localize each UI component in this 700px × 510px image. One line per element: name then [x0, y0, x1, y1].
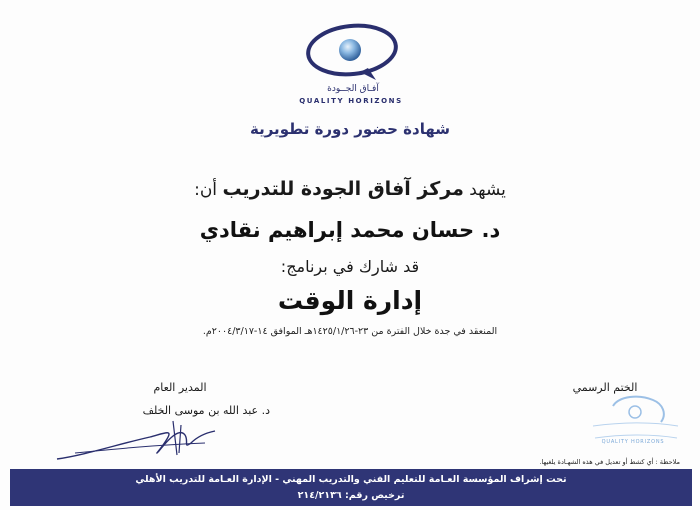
held-dates-line: المنعقد في جدة خلال الفترة من ٢٣-١٤٢٥/١/٢٦هـ الموافق ١٤-٢٠٠٤/٣/١٧م.	[202, 326, 498, 337]
certify-prefix: يشهد	[469, 180, 506, 200]
logo-arabic-text: آفـاق الجــودة	[327, 84, 379, 94]
participated-line: قد شارك في برنامج:	[280, 257, 420, 276]
official-stamp	[583, 392, 683, 456]
general-manager-name: د. عبد الله بن موسى الخلف	[142, 404, 270, 417]
footer-supervision: تحت إشراف المؤسسة العـامة للتعليم الفني والتدريب المهني - الإدارة العـامة للتدريب الأهلي	[135, 474, 567, 485]
footer-band	[10, 469, 692, 506]
training-center-name: مركز آفاق الجودة للتدريب	[222, 178, 464, 200]
logo-english-text: QUALITY HORIZONS	[299, 97, 403, 105]
general-manager-title: المدير العام	[153, 381, 207, 394]
recipient-name: د. حسان محمد إبراهيم نقادي	[199, 218, 501, 242]
stamp-text: QUALITY HORIZONS	[601, 439, 665, 445]
signature-image	[55, 415, 225, 469]
alteration-note: ملاحظة : أي كشط أو تعديل في هذه الشهـادة يلغيها.	[539, 458, 680, 466]
certify-suffix: أن:	[194, 180, 218, 200]
official-stamp-label: الختم الرسمي	[572, 381, 638, 394]
certify-line	[0, 178, 700, 200]
certificate-title: شهادة حضور دورة تطويرية	[250, 120, 450, 138]
footer-license: ترخيص رقم: ٢١٤/٢١٣٦	[297, 490, 405, 501]
program-name: إدارة الوقت	[277, 286, 423, 315]
